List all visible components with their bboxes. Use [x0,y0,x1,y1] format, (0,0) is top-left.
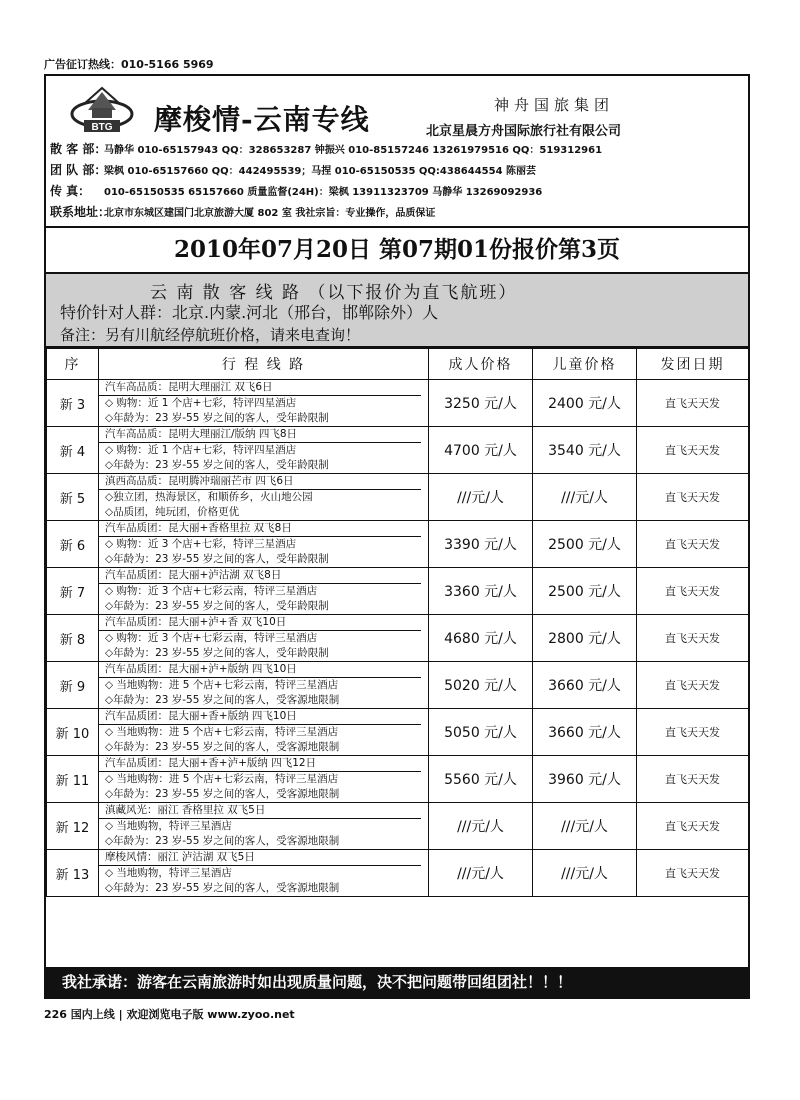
route-detail: ◇ 当地购物：进 5 个店+七彩云南，特评三星酒店 [105,773,339,785]
route-number: 新 7 [47,568,99,615]
route-title: 汽车品质团：昆大丽+泸+香 双飞10日 [99,615,421,631]
contact-key: 团 队 部： [50,163,107,177]
child-price: 3660 元/人 [533,662,637,709]
route-description [99,568,429,615]
adult-price: 3360 元/人 [429,568,533,615]
route-description [99,474,429,521]
route-title: 汽车高品质：昆明大理丽江 双飞6日 [99,380,421,396]
route-detail: ◇年龄为：23 岁-55 岁之间的客人，受年龄限制 [105,647,329,659]
route-title: 汽车品质团：昆大丽+泸沽湖 双飞8日 [99,568,421,584]
route-title: 汽车品质团：昆大丽+泸+版纳 四飞10日 [99,662,421,678]
departure-schedule: 直飞天天发 [637,615,749,662]
issue-date-title: 2010年07月20日 第07期01份报价第3页 [46,228,748,274]
child-price: 3660 元/人 [533,709,637,756]
brand-title: 摩梭情-云南专线 [154,103,370,136]
adult-price: 5020 元/人 [429,662,533,709]
route-description [99,756,429,803]
route-detail: ◇年龄为：23 岁-55 岁之间的客人，受客源地限制 [105,788,340,800]
route-description [99,615,429,662]
group-name: 神舟国旅集团 [494,96,615,114]
route-number: 新 3 [47,380,99,427]
header-no: 序 [47,349,99,380]
route-title: 汽车品质团：昆大丽+香+版纳 四飞10日 [99,709,421,725]
table-row [47,756,749,803]
departure-schedule: 直飞天天发 [637,380,749,427]
contact-key: 传 真： [50,184,91,198]
departure-schedule: 直飞天天发 [637,709,749,756]
notice-remark: 备注：另有川航经停航班价格，请来电查询！ [60,326,361,344]
page-footer: 226 国内上线 | 欢迎浏览电子版 www.zyoo.net [44,1008,295,1021]
route-detail: ◇年龄为：23 岁-55 岁之间的客人，受客源地限制 [105,741,340,753]
table-row [47,803,749,850]
adult-price: 5050 元/人 [429,709,533,756]
child-price: 2400 元/人 [533,380,637,427]
agency-header [46,76,748,228]
adult-price: 5560 元/人 [429,756,533,803]
child-price: ///元/人 [533,803,637,850]
route-number: 新 8 [47,615,99,662]
departure-schedule: 直飞天天发 [637,662,749,709]
table-row [47,709,749,756]
table-row [47,615,749,662]
table-row [47,427,749,474]
route-number: 新 11 [47,756,99,803]
route-number: 新 12 [47,803,99,850]
route-detail: ◇年龄为：23 岁-55 岁之间的客人，受客源地限制 [105,882,340,894]
adult-price: 3250 元/人 [429,380,533,427]
route-description [99,850,429,897]
route-detail: ◇ 当地购物：进 5 个店+七彩云南，特评三星酒店 [105,726,339,738]
route-detail: ◇品质团，纯玩团，价格更优 [105,506,240,518]
route-detail: ◇年龄为：23 岁-55 岁之间的客人，受客源地限制 [105,835,340,847]
child-price: ///元/人 [533,474,637,521]
route-detail: ◇ 当地购物，特评三星酒店 [105,867,232,879]
header-route: 行 程 线 路 [99,349,429,380]
route-detail: ◇年龄为：23 岁-55 岁之间的客人，受年龄限制 [105,553,329,565]
company-name: 北京星晨方舟国际旅行社有限公司 [426,124,622,139]
route-detail: ◇ 购物：近 3 个店+七彩，特评三星酒店 [105,538,297,550]
temple-logo-icon [70,84,134,136]
route-detail: ◇年龄为：23 岁-55 岁之间的客人，受年龄限制 [105,459,329,471]
child-price: 3960 元/人 [533,756,637,803]
route-number: 新 10 [47,709,99,756]
route-title: 汽车品质团：昆大丽+香+泸+版纳 四飞12日 [99,756,421,772]
table-row [47,662,749,709]
route-title: 汽车高品质：昆明大理丽江/版纳 四飞8日 [99,427,421,443]
contact-key: 联系地址： [50,205,111,219]
contact-line-address [50,203,435,220]
route-detail: ◇独立团，热海景区，和顺侨乡，火山地公园 [105,491,313,503]
route-description [99,803,429,850]
child-price: 2500 元/人 [533,568,637,615]
child-price: 2500 元/人 [533,521,637,568]
departure-schedule: 直飞天天发 [637,756,749,803]
child-price: 3540 元/人 [533,427,637,474]
departure-schedule: 直飞天天发 [637,521,749,568]
table-row [47,521,749,568]
route-detail: ◇ 购物：近 3 个店+七彩云南，特评三星酒店 [105,585,318,597]
route-detail: ◇ 当地购物：进 5 个店+七彩云南，特评三星酒店 [105,679,339,691]
ad-hotline: 广告征订热线：010-5166 5969 [44,58,214,71]
route-number: 新 4 [47,427,99,474]
contact-line-sales [50,140,602,157]
route-title: 滇西高品质：昆明腾冲瑞丽芒市 四飞6日 [99,474,421,490]
table-header-row [47,349,749,380]
contact-value: 梁枫 010-65157660 QQ：442495539；马捏 010-65150535 QQ:438644554 陈丽芸 [104,166,537,177]
contact-value: 010-65150535 65157660 质量监督(24H)：梁枫 13911323709 马静华 13269092936 [104,187,543,198]
child-price: 2800 元/人 [533,615,637,662]
route-detail: ◇年龄为：23 岁-55 岁之间的客人，受年龄限制 [105,600,329,612]
contact-key: 散 客 部： [50,142,107,156]
route-description [99,709,429,756]
adult-price: ///元/人 [429,474,533,521]
route-number: 新 9 [47,662,99,709]
adult-price: 4680 元/人 [429,615,533,662]
route-detail: ◇ 购物：近 1 个店+七彩，特评四星酒店 [105,397,297,409]
table-row [47,850,749,897]
price-sheet [44,74,750,999]
departure-schedule: 直飞天天发 [637,568,749,615]
departure-schedule: 直飞天天发 [637,850,749,897]
table-row [47,380,749,427]
price-table [46,348,749,897]
route-detail: ◇ 购物：近 3 个店+七彩云南，特评三星酒店 [105,632,318,644]
route-title: 滇藏风光：丽江 香格里拉 双飞5日 [99,803,421,819]
route-title: 汽车品质团：昆大丽+香格里拉 双飞8日 [99,521,421,537]
route-detail: ◇ 购物：近 1 个店+七彩，特评四星酒店 [105,444,297,456]
route-description [99,427,429,474]
adult-price: 4700 元/人 [429,427,533,474]
logo-text: BTG [91,122,113,133]
header-adult-price: 成人价格 [429,349,533,380]
adult-price: ///元/人 [429,850,533,897]
quality-pledge: 我社承诺：游客在云南旅游时如出现质量问题，决不把问题带回组团社！！！ [46,967,748,997]
table-row [47,568,749,615]
header-departure: 发团日期 [637,349,749,380]
contact-line-groups [50,161,536,178]
table-row [47,474,749,521]
adult-price: 3390 元/人 [429,521,533,568]
route-title: 摩梭风情：丽江 泸沽湖 双飞5日 [99,850,421,866]
adult-price: ///元/人 [429,803,533,850]
route-notice [46,274,748,348]
route-detail: ◇年龄为：23 岁-55 岁之间的客人，受客源地限制 [105,694,340,706]
route-description [99,380,429,427]
child-price: ///元/人 [533,850,637,897]
route-detail: ◇年龄为：23 岁-55 岁之间的客人，受年龄限制 [105,412,329,424]
contact-line-fax [50,182,542,199]
route-description [99,662,429,709]
route-detail: ◇ 当地购物，特评三星酒店 [105,820,232,832]
route-number: 新 6 [47,521,99,568]
departure-schedule: 直飞天天发 [637,427,749,474]
route-number: 新 13 [47,850,99,897]
departure-schedule: 直飞天天发 [637,474,749,521]
contact-value: 马静华 010-65157943 QQ：328653287 钟振兴 010-85157246 13261979516 QQ：519312961 [104,145,603,156]
departure-schedule: 直飞天天发 [637,803,749,850]
route-description [99,521,429,568]
notice-heading: 云 南 散 客 线 路 （以下报价为直飞航班） [150,283,518,303]
header-child-price: 儿童价格 [533,349,637,380]
contact-value: 北京市东城区建国门北京旅游大厦 802 室 我社宗旨：专业操作，品质保证 [104,208,436,219]
route-number: 新 5 [47,474,99,521]
notice-target-group: 特价针对人群：北京.内蒙.河北（邢台，邯郸除外）人 [60,303,439,322]
